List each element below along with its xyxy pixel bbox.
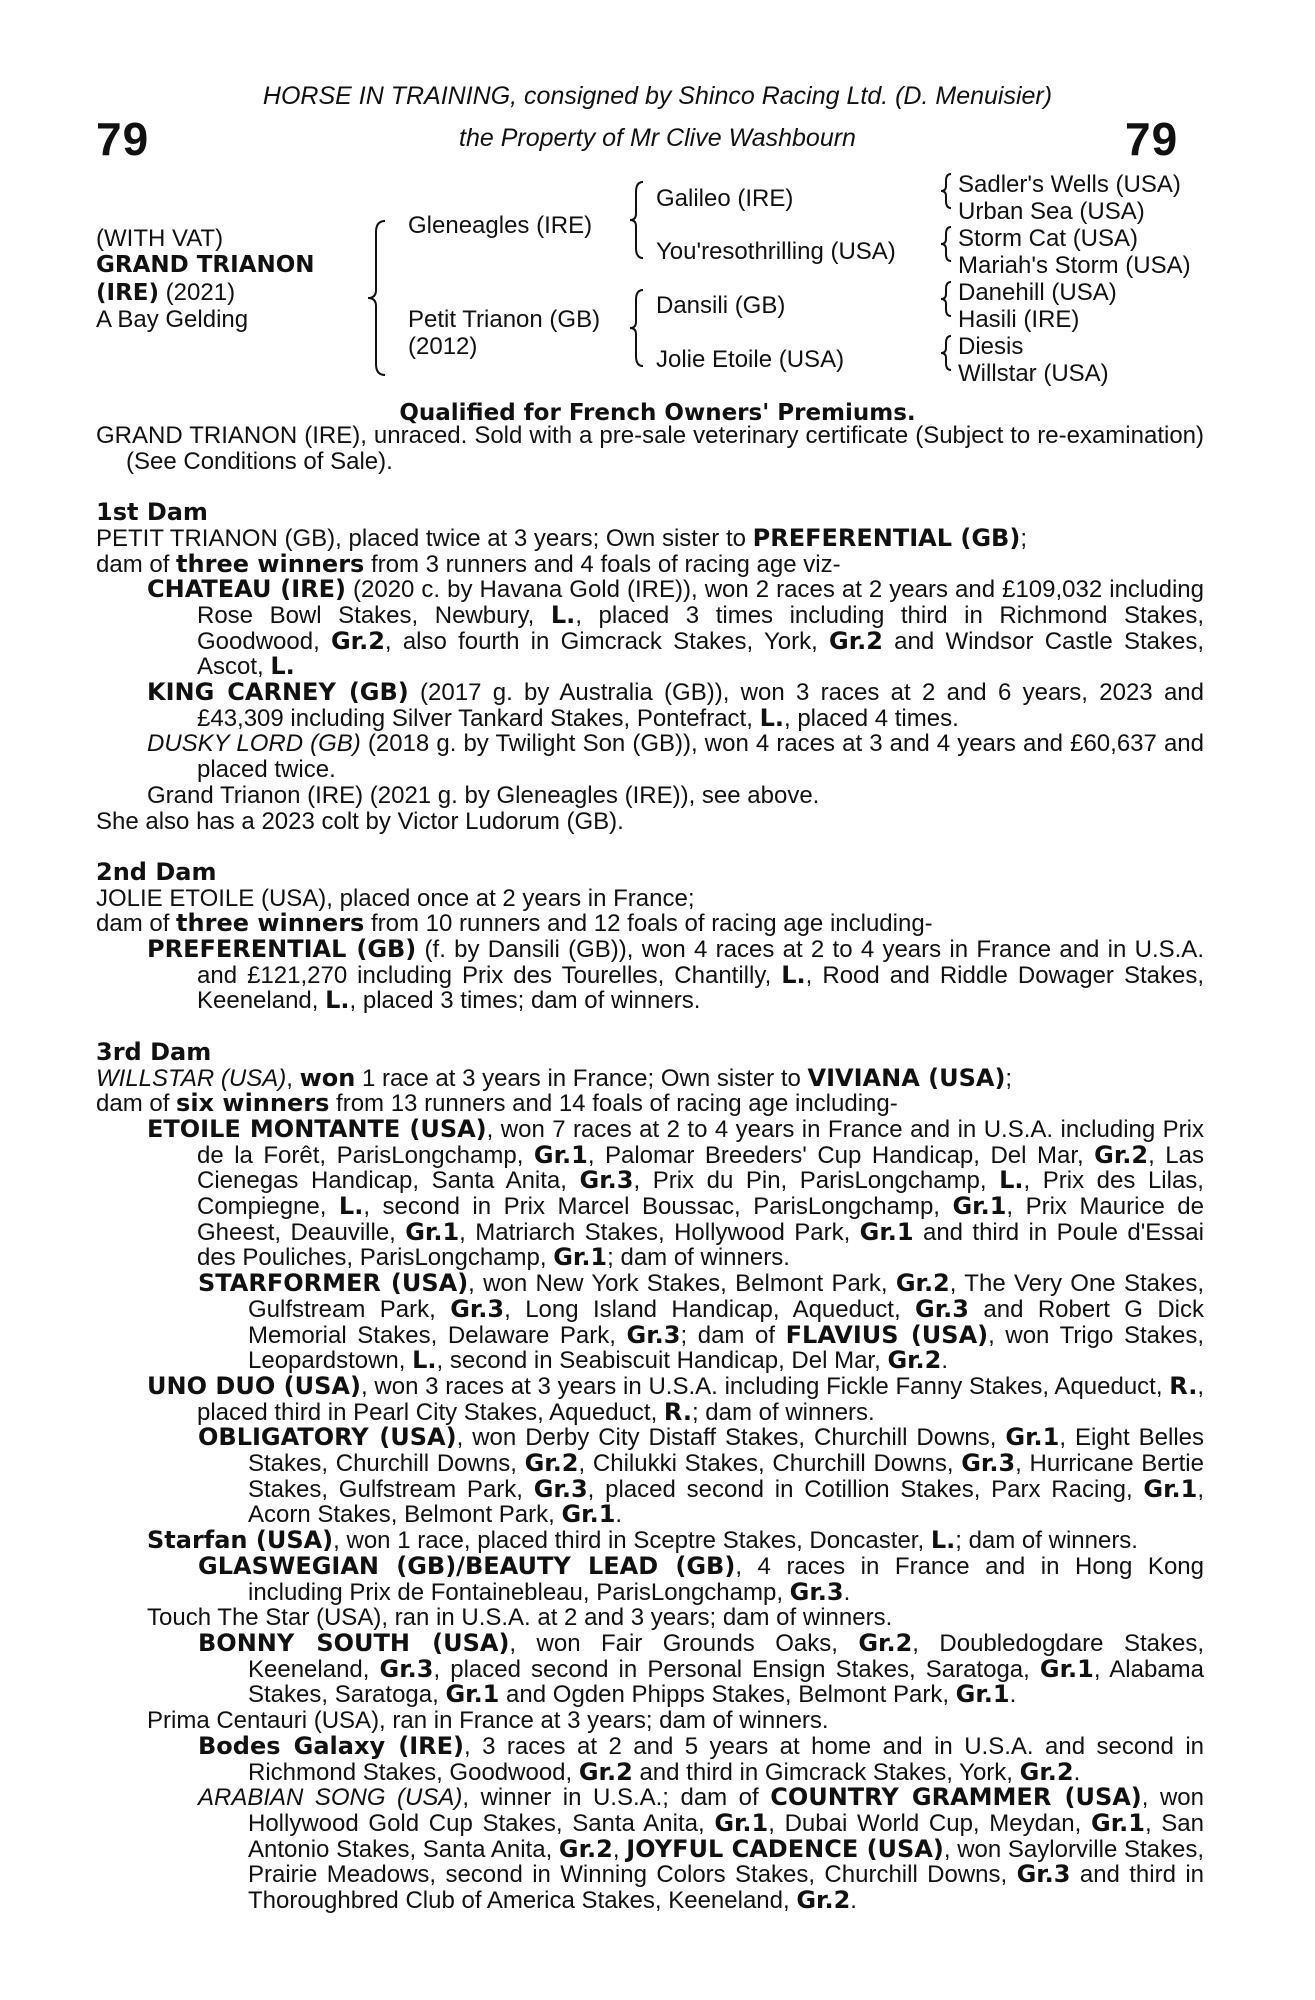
text-run: JOYFUL CADENCE (USA) xyxy=(626,1834,944,1863)
text-run: , Prix des Lilas, Compiegne, xyxy=(197,1167,1204,1221)
pedigree-paragraph xyxy=(96,731,1204,782)
text-run: , placed 3 times including third in Richmond Stakes, Goodwood, xyxy=(197,601,1205,655)
text-run: , won Fair Grounds Oaks, xyxy=(509,1630,859,1657)
text-run: ; dam of winners. xyxy=(691,1398,875,1426)
pedigree-paragraph xyxy=(96,886,1204,912)
text-run: , 4 races in France and in Hong Kong including Prix de Fontainebleau, ParisLongchamp, xyxy=(248,1552,1204,1606)
text-run: and third in Poule d'Essai des Pouliches, ParisLongchamp, xyxy=(197,1218,1204,1272)
text-run: Gr.3 xyxy=(961,1449,1016,1478)
text-run: . xyxy=(843,1578,851,1606)
text-run: ETOILE MONTANTE (USA) xyxy=(147,1114,487,1143)
text-run: (2020 c. by Havana Gold (IRE)), won 2 races at 2 years and £109,032 including Rose Bowl Stakes, Newbury, xyxy=(197,576,1204,629)
text-run: and third in Thoroughbred Club of America Stakes, Keeneland, xyxy=(248,1861,1204,1915)
text-run: dam of xyxy=(96,550,177,578)
text-run: . xyxy=(1009,1681,1017,1709)
pedigree-dam-dam: Jolie Etoile (USA) xyxy=(656,346,845,373)
text-run: , Doubledogdare Stakes, Keeneland, xyxy=(248,1630,1204,1683)
pedigree-dam: Petit Trianon (GB) xyxy=(408,306,601,333)
text-run: three winners xyxy=(176,549,365,578)
text-run: L. xyxy=(550,600,576,629)
consignment-line: HORSE IN TRAINING, consigned by Shinco Racing Ltd. (D. Menuisier) xyxy=(262,82,1053,110)
text-run: Starfan (USA) xyxy=(147,1526,334,1555)
text-run: , won Derby City Distaff Stakes, Churchill Downs, xyxy=(456,1424,1006,1452)
text-run: , Prix du Pin, ParisLongchamp, xyxy=(633,1167,1000,1195)
text-run: . xyxy=(1073,1758,1081,1786)
text-run: Gr.1 xyxy=(859,1217,914,1246)
text-run: UNO DUO (USA) xyxy=(147,1371,361,1400)
text-run: , second in Prix Marcel Boussac, ParisLongchamp, xyxy=(363,1193,953,1221)
text-run: Gr.1 xyxy=(445,1680,500,1709)
pedigree-paragraph xyxy=(96,937,1204,1014)
text-run: DUSKY LORD (GB) xyxy=(147,730,361,758)
text-run: PETIT TRIANON (GB), placed twice at 3 years; Own sister to xyxy=(96,524,753,552)
pedigree-paragraph xyxy=(96,911,1204,937)
pedigree-dsd: Hasili (IRE) xyxy=(958,306,1080,333)
pedigree-paragraph xyxy=(96,1528,1204,1554)
text-run: , second in Seabiscuit Handicap, Del Mar, xyxy=(436,1347,888,1375)
horse-name-suffix: (IRE) (2021) xyxy=(96,279,236,306)
text-run: Gr.2 xyxy=(558,1834,613,1863)
text-run: , Eight Belles Stakes, Churchill Downs, xyxy=(248,1424,1204,1478)
horse-name: GRAND TRIANON xyxy=(96,252,315,278)
text-run: 1 race at 3 years in France; Own sister to xyxy=(355,1064,808,1092)
text-run: , placed third in Pearl City Stakes, Aqueduct, xyxy=(197,1372,1204,1426)
text-run: , placed 3 times; dam of winners. xyxy=(349,987,701,1015)
text-run: ; xyxy=(1005,1064,1013,1092)
text-run: and Ogden Phipps Stakes, Belmont Park, xyxy=(499,1681,956,1709)
pedigree-sss: Sadler's Wells (USA) xyxy=(958,171,1181,198)
text-run: Gr.1 xyxy=(1091,1808,1145,1837)
text-run: . xyxy=(941,1347,949,1375)
pedigree-paragraph xyxy=(96,809,1204,835)
horse-description: A Bay Gelding xyxy=(96,306,249,333)
text-run: , winner in U.S.A.; dam of xyxy=(462,1784,771,1812)
text-run: R. xyxy=(663,1397,692,1426)
text-run: , Hurricane Bertie Stakes, Gulfstream Park, xyxy=(248,1450,1204,1503)
pedigree-paragraph xyxy=(96,1785,1204,1914)
text-run: , San Antonio Stakes, Santa Anita, xyxy=(248,1809,1204,1863)
text-run: and third in Gimcrack Stakes, York, xyxy=(632,1758,1020,1786)
pedigree-paragraph xyxy=(96,1425,1204,1528)
pedigree-paragraph xyxy=(96,1063,1204,1092)
text-run: Gr.3 xyxy=(579,1166,634,1195)
text-run: FLAVIUS (USA) xyxy=(785,1320,989,1349)
text-run: , Acorn Stakes, Belmont Park, xyxy=(248,1475,1205,1529)
text-run: six winners xyxy=(176,1089,330,1118)
text-run: , Palomar Breeders' Cup Handicap, Del Mar, xyxy=(587,1141,1095,1169)
text-run: L. xyxy=(999,1166,1024,1195)
section-heading xyxy=(96,857,1204,886)
text-run: OBLIGATORY (USA) xyxy=(198,1423,457,1452)
text-run: and Robert G Dick Memorial Stakes, Delaware Park, xyxy=(248,1295,1204,1349)
pedigree-dam-sire: Dansili (GB) xyxy=(656,292,786,319)
text-run: Gr.3 xyxy=(1016,1860,1071,1889)
text-run: R. xyxy=(1169,1371,1198,1400)
text-run: L. xyxy=(781,960,806,989)
text-run: Gr.2 xyxy=(524,1449,579,1478)
text-run: 2nd Dam xyxy=(96,857,217,886)
text-run: , won Saylorville Stakes, Prairie Meadows, second in Winning Colors Stakes, Churchill Downs, xyxy=(248,1835,1205,1889)
catalogue-body xyxy=(96,423,1204,1914)
pedigree-paragraph xyxy=(96,1371,1204,1426)
text-run: GLASWEGIAN (GB)/BEAUTY LEAD (GB) xyxy=(198,1551,736,1580)
text-run: Gr.2 xyxy=(1019,1757,1074,1786)
text-run: ARABIAN SONG (USA) xyxy=(198,1784,463,1812)
text-run: Gr.1 xyxy=(1143,1474,1198,1503)
text-run: COUNTRY GRAMMER (USA) xyxy=(770,1783,1142,1812)
text-run: , Prix Maurice de Gheest, Deauville, xyxy=(197,1193,1205,1246)
text-run: , placed 4 times. xyxy=(783,704,959,732)
text-run: BONNY SOUTH (USA) xyxy=(198,1629,510,1657)
text-run: Gr.3 xyxy=(789,1577,844,1606)
text-run: Bodes Galaxy (IRE) xyxy=(198,1731,464,1760)
text-run: 3rd Dam xyxy=(96,1037,212,1066)
text-run: , 3 races at 2 and 5 years at home and in U.S.A. and second in Richmond Stakes, Goodwood, xyxy=(248,1732,1204,1786)
text-run: dam of xyxy=(96,910,177,938)
text-run: She also has a 2023 colt by Victor Ludorum (GB). xyxy=(96,807,624,835)
section-heading xyxy=(96,500,1204,526)
text-run: GRAND TRIANON (IRE), unraced. Sold with a pre-sale veterinary certificate (Subject to re-examination) (See Conditions of Sale). xyxy=(96,422,1204,475)
text-run: WILLSTAR (USA) xyxy=(96,1064,287,1092)
pedigree-paragraph xyxy=(96,1091,1204,1117)
pedigree-paragraph xyxy=(96,680,1204,731)
text-run: , Chilukki Stakes, Churchill Downs, xyxy=(578,1450,962,1478)
text-run: 1st Dam xyxy=(96,498,208,527)
pedigree-paragraph xyxy=(96,423,1204,474)
text-run: Gr.1 xyxy=(1039,1654,1094,1683)
text-run: Gr.3 xyxy=(915,1294,969,1323)
text-run: Gr.2 xyxy=(858,1629,913,1657)
pedigree-paragraph xyxy=(96,549,1204,578)
property-line: the Property of Mr Clive Washbourn xyxy=(459,124,856,152)
text-run: ; dam of winners. xyxy=(607,1244,790,1272)
text-run: , Matriarch Stakes, Hollywood Park, xyxy=(459,1218,860,1246)
text-run: Gr.3 xyxy=(379,1654,434,1683)
text-run: , won 3 races at 3 years in U.S.A. including Fickle Fanny Stakes, Aqueduct, xyxy=(360,1372,1170,1400)
text-run: , won Trigo Stakes, Leopardstown, xyxy=(248,1321,1204,1375)
pedigree-paragraph xyxy=(96,1631,1204,1708)
text-run: Touch The Star (USA), ran in U.S.A. at 2 and 3 years; dam of winners. xyxy=(147,1604,893,1632)
pedigree-sds: Storm Cat (USA) xyxy=(958,225,1139,252)
pedigree-sire-sire: Galileo (IRE) xyxy=(656,185,794,212)
text-run: from 3 runners and 4 foals of racing age viz- xyxy=(364,550,841,578)
text-run: L. xyxy=(325,986,350,1015)
vat-label: (WITH VAT) xyxy=(96,225,224,252)
text-run: VIVIANA (USA) xyxy=(807,1063,1006,1092)
pedigree-ddd: Willstar (USA) xyxy=(958,360,1109,387)
text-run: STARFORMER (USA) xyxy=(198,1269,469,1298)
text-run: won xyxy=(299,1063,356,1092)
text-run: Gr.1 xyxy=(405,1217,460,1246)
qualified-note: Qualified for French Owners' Premiums. xyxy=(399,400,916,426)
text-run: Gr.3 xyxy=(533,1474,588,1503)
text-run: ; dam of winners. xyxy=(955,1527,1138,1555)
text-run: L. xyxy=(338,1192,364,1221)
text-run: (f. by Dansili (GB)), won 4 races at 2 to 4 years in France and in U.S.A. and £121,270 including Prix des Tourelles, Chantilly, xyxy=(197,936,1204,989)
pedigree-paragraph xyxy=(96,1551,1204,1606)
text-run: Gr.2 xyxy=(578,1757,633,1786)
text-run: Gr.2 xyxy=(895,1269,950,1298)
text-run: , The Very One Stakes, Gulfstream Park, xyxy=(248,1270,1204,1323)
text-run: , won New York Stakes, Belmont Park, xyxy=(468,1270,896,1298)
pedigree-sire-dam: You'resothrilling (USA) xyxy=(656,238,896,265)
text-run: , won 7 races at 2 to 4 years in France and in U.S.A. including Prix de la Forêt, ParisLongchamp, xyxy=(197,1115,1204,1169)
text-run: ; dam of xyxy=(680,1321,786,1349)
pedigree-paragraph xyxy=(96,1731,1204,1786)
text-run: Gr.2 xyxy=(330,626,385,655)
pedigree-ssd: Urban Sea (USA) xyxy=(958,198,1145,225)
text-run: JOLIE ETOILE (USA), placed once at 2 years in France; xyxy=(96,884,695,912)
pedigree-paragraph xyxy=(96,1114,1205,1272)
text-run: , xyxy=(612,1835,627,1863)
text-run: L. xyxy=(412,1346,437,1375)
text-run: Gr.2 xyxy=(829,626,883,655)
pedigree-paragraph xyxy=(96,577,1204,680)
text-run: Gr.1 xyxy=(533,1140,588,1169)
pedigree-paragraph xyxy=(96,523,1204,552)
text-run: Gr.1 xyxy=(955,1680,1010,1709)
text-run: , Long Island Handicap, Aqueduct, xyxy=(504,1295,916,1323)
text-run: ; xyxy=(1020,524,1027,552)
text-run: , xyxy=(286,1064,300,1092)
text-run: , placed second in Cotillion Stakes, Parx Racing, xyxy=(587,1475,1144,1503)
text-run: L. xyxy=(270,652,295,681)
text-run: , won 1 race, placed third in Sceptre Stakes, Doncaster, xyxy=(333,1527,931,1555)
lot-number-right: 79 xyxy=(1125,113,1179,165)
text-run: , placed second in Personal Ensign Stakes, Saratoga, xyxy=(433,1655,1040,1683)
text-run: and Windsor Castle Stakes, Ascot, xyxy=(197,627,1204,681)
text-run: PREFERENTIAL (GB) xyxy=(147,935,417,964)
text-run: Gr.2 xyxy=(1094,1140,1149,1169)
text-run: PREFERENTIAL (GB) xyxy=(752,523,1021,552)
text-run: Gr.1 xyxy=(714,1808,769,1837)
text-run: , Alabama Stakes, Saratoga, xyxy=(248,1655,1205,1709)
pedigree-paragraph xyxy=(96,783,1204,809)
text-run: , also fourth in Gimcrack Stakes, York, xyxy=(384,627,830,655)
text-run: Grand Trianon (IRE) (2021 g. by Gleneagles (IRE)), see above. xyxy=(147,781,820,809)
pedigree-dds: Diesis xyxy=(958,333,1024,360)
text-run: three winners xyxy=(176,909,365,938)
pedigree-paragraph xyxy=(96,1708,1204,1734)
text-run: Gr.1 xyxy=(553,1243,608,1272)
text-run: . xyxy=(615,1501,623,1529)
text-run: from 13 runners and 14 foals of racing age including- xyxy=(329,1090,898,1118)
text-run: , Rood and Riddle Dowager Stakes, Keeneland, xyxy=(197,961,1204,1015)
text-run: dam of xyxy=(96,1090,177,1118)
pedigree-dam-year: (2012) xyxy=(408,333,478,360)
text-run: . xyxy=(850,1887,857,1915)
text-run: L. xyxy=(930,1526,956,1555)
text-run: , won Hollywood Gold Cup Stakes, Santa Anita, xyxy=(248,1784,1204,1837)
text-run: Gr.2 xyxy=(887,1346,942,1375)
text-run: Gr.1 xyxy=(1005,1423,1060,1452)
lot-number-left: 79 xyxy=(96,113,150,165)
text-run: (2018 g. by Twilight Son (GB)), won 4 races at 3 and 4 years and £60,637 and placed twice. xyxy=(197,730,1205,784)
text-run: , Dubai World Cup, Meydan, xyxy=(768,1809,1091,1837)
pedigree-paragraph xyxy=(96,1605,1204,1631)
pedigree-sdd: Mariah's Storm (USA) xyxy=(958,252,1191,279)
text-run: Gr.3 xyxy=(450,1294,505,1323)
text-run: from 10 runners and 12 foals of racing age including- xyxy=(364,910,933,938)
text-run: CHATEAU (IRE) xyxy=(147,575,346,604)
text-run: Gr.1 xyxy=(952,1192,1007,1221)
text-run: , Las Cienegas Handicap, Santa Anita, xyxy=(197,1141,1204,1195)
text-run: Gr.2 xyxy=(796,1886,851,1915)
pedigree-sire: Gleneagles (IRE) xyxy=(408,212,593,239)
text-run: Gr.1 xyxy=(561,1500,616,1529)
pedigree-paragraph xyxy=(96,1271,1204,1374)
text-run: (2017 g. by Australia (GB)), won 3 races at 2 and 6 years, 2023 and £43,309 including Silver Tankard Stakes, Pontefract, xyxy=(197,679,1204,732)
text-run: L. xyxy=(759,703,784,732)
text-run: Gr.3 xyxy=(626,1320,681,1349)
pedigree-dss: Danehill (USA) xyxy=(958,279,1117,306)
text-run: Prima Centauri (USA), ran in France at 3 years; dam of winners. xyxy=(147,1707,829,1735)
section-heading xyxy=(96,1037,1204,1066)
text-run: KING CARNEY (GB) xyxy=(147,678,409,707)
